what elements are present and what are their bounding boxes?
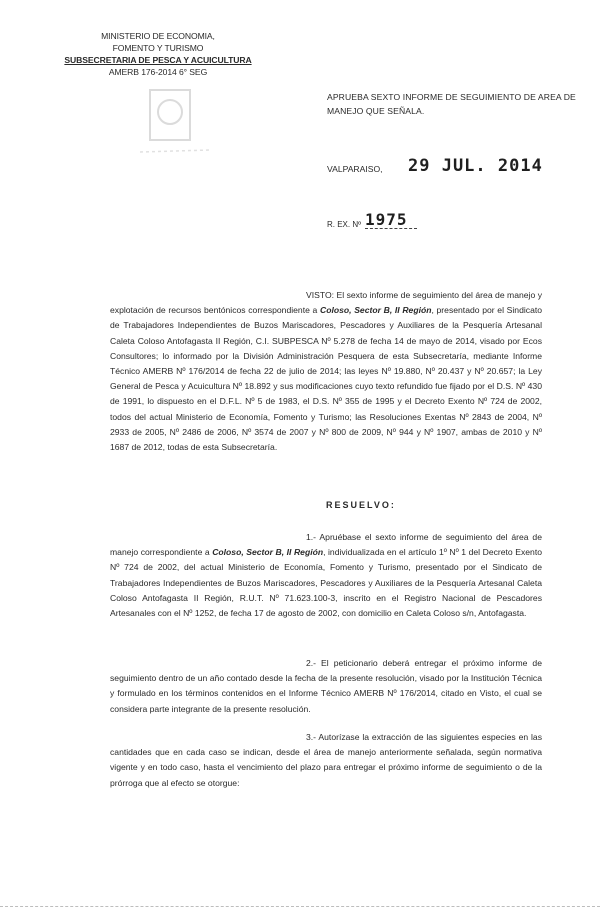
resolution-item-2: 2.- El peticionario deberá entregar el próximo informe de seguimiento dentro de un año contado desde la fecha de la presente resolución, visado por la Institución Técnica y formulado en los términos contenidos en el Informe Técnico AMERB Nº 176/2014, citado en Visto, el cual se considera parte integrante de la presente resolución. <box>110 658 542 714</box>
item1-text-b: , individualizada en el artículo 1º Nº 1 del Decreto Exento Nº 724 de 2002, del actual Ministerio de Economía, Fomento y Turismo, presentado por el Sindicato de Trabajadores Independientes de Buzos Mariscadores, Pescadores y Auxiliares de la Pesquería Artesanal Caleta Coloso Antofagasta II Región, R.U.T. Nº 71.623.100-3, inscrito en el Registro Nacional de Pescadores Artesanales con el Nº 1252, de fecha 17 de agosto de 2002, con domicilio en Caleta Coloso s/n, Antofagasta. <box>110 547 542 619</box>
item1-area-name: Coloso, Sector B, II Región <box>212 547 324 558</box>
resolution-item-3: 3.- Autorízase la extracción de las siguientes especies en las cantidades que en cada caso se indican, desde el área de manejo anteriormente señalada, según normativa vigente y en todo caso, hasta el vencimiento del plazo para entregar el próximo informe de seguimiento o de la prórroga que al efecto se otorgue: <box>110 732 542 788</box>
rex-number: 1975 <box>365 210 408 229</box>
letterhead-reference: AMERB 176-2014 6° SEG <box>108 67 208 77</box>
rex-label: R. EX. Nº <box>327 220 362 229</box>
date-handwritten: 29 JUL. 2014 <box>408 156 543 176</box>
faded-stamp-mark <box>120 82 230 162</box>
resolution-item-1 <box>110 530 542 621</box>
item1-text-a: 1.- Apruébase el sexto informe de seguimiento del área de manejo correspondiente a <box>110 532 542 558</box>
visto-text-a: VISTO: El sexto informe de seguimiento del área de manejo y explotación de recursos bentónicos correspondiente a <box>110 290 542 316</box>
rex-underline <box>365 228 417 229</box>
letterhead-ministry-2: FOMENTO Y TURISMO <box>112 43 204 53</box>
visto-area-name: Coloso, Sector B, II Región <box>320 305 432 316</box>
letterhead <box>58 30 258 78</box>
document-subject: APRUEBA SEXTO INFORME DE SEGUIMIENTO DE AREA DE MANEJO QUE SEÑALA. <box>327 92 576 116</box>
letterhead-subsecretaria: SUBSECRETARIA DE PESCA Y ACUICULTURA <box>64 55 252 65</box>
letterhead-ministry: MINISTERIO DE ECONOMIA, <box>101 31 215 41</box>
scan-edge-line <box>0 906 600 907</box>
resuelvo-heading: RESUELVO: <box>326 500 396 510</box>
date-place: VALPARAISO, <box>327 164 383 174</box>
visto-text-b: , presentado por el Sindicato de Trabajadores Independientes de Buzos Mariscadores, Pescadores y Auxiliares de la Pesquería Artesanal Caleta Coloso Antofagasta II Región, C.I. SUBPESCA Nº 5.278 de fecha 14 de mayo de 2014, visado por Ecos Consultores; lo informado por la División Administración Pesquera de esta Subsecretaría, mediante Informe Técnico AMERB Nº 176/2014 de fecha 22 de julio de 2014; las leyes Nº 19.880, Nº 20.437 y Nº 20.657; la Ley General de Pesca y Acuicultura Nº 18.892 y sus modificaciones cuyo texto refundido fue fijado por el D.S. Nº 430 de 1991, lo dispuesto en el D.F.L. Nº 5 de 1983, el D.S. Nº 355 de 1995 y el Decreto Exento Nº 724 de 2002, todos del actual Ministerio de Economía, Fomento y Turismo; las Resoluciones Exentas Nº 2843 de 2004, Nº 2933 de 2005, Nº 2486 de 2006, Nº 3574 de 2007 y Nº 800 de 2009, Nº 944 y Nº 1907, ambas de 2010 y Nº 1687 de 2012, todas de esta Subsecretaría. <box>110 305 543 453</box>
visto-paragraph <box>110 288 542 455</box>
